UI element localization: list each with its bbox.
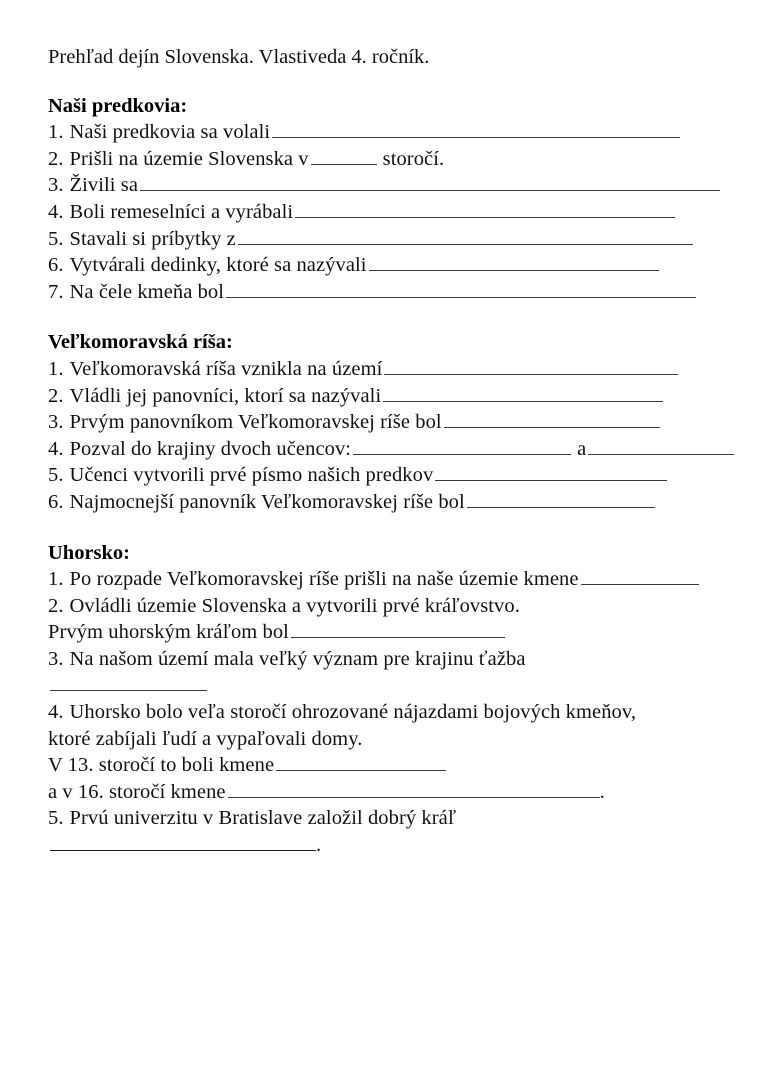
item-text: Uhorsko bolo veľa storočí ohrozované nájazdami bojových kmeňov, — [69, 701, 637, 724]
item-text: Po rozpade Veľkomoravskej ríše prišli na naše územie kmene — [69, 568, 579, 591]
list-item-continuation — [48, 779, 768, 806]
item-text: Na našom území mala veľký význam pre krajinu ťažba — [69, 647, 526, 670]
list-item — [48, 646, 768, 673]
fill-in-blank[interactable] — [238, 227, 693, 245]
item-text: Veľkomoravská ríša vznikla na území — [69, 357, 383, 380]
item-number: 3. — [48, 647, 64, 670]
list-item-continuation — [48, 726, 768, 753]
item-text: a v 16. storočí kmene — [48, 780, 226, 803]
list-item — [48, 462, 768, 489]
fill-in-blank[interactable] — [140, 174, 720, 192]
item-text: Naši predkovia sa volali — [69, 121, 271, 144]
item-text: Vládli jej panovníci, ktorí sa nazývali — [69, 384, 382, 407]
list-item — [48, 252, 768, 279]
list-item — [48, 593, 768, 620]
fill-in-blank[interactable] — [228, 780, 600, 798]
spacer — [48, 516, 768, 540]
list-item — [48, 226, 768, 253]
list-item — [48, 489, 768, 516]
list-item-continuation — [48, 619, 768, 646]
fill-in-blank-secondary[interactable] — [588, 437, 734, 455]
item-number: 4. — [48, 701, 64, 724]
item-text: Prvým uhorským kráľom bol — [48, 621, 289, 644]
fill-in-blank-own-line-row — [48, 672, 768, 699]
item-text: V 13. storočí to boli kmene — [48, 754, 275, 777]
item-number: 5. — [48, 464, 64, 487]
fill-in-blank[interactable] — [384, 357, 678, 375]
item-text-after: storočí. — [382, 147, 445, 170]
section-heading-uhorsko: Uhorsko: — [48, 541, 131, 564]
item-text: Pozval do krajiny dvoch učencov: — [69, 437, 352, 460]
fill-in-blank[interactable] — [444, 410, 660, 428]
fill-in-blank[interactable] — [467, 490, 655, 508]
fill-in-blank[interactable] — [435, 464, 667, 482]
fill-in-blank[interactable] — [581, 567, 699, 585]
spacer — [48, 305, 768, 329]
item-number: 3. — [48, 411, 64, 434]
item-text: Na čele kmeňa bol — [69, 280, 225, 303]
item-number: 1. — [48, 568, 64, 591]
item-number: 4. — [48, 437, 64, 460]
item-number: 1. — [48, 121, 64, 144]
fill-in-blank[interactable] — [311, 147, 377, 165]
fill-in-blank[interactable] — [291, 620, 505, 638]
item-text: Živili sa — [69, 174, 139, 197]
item-number: 4. — [48, 200, 64, 223]
fill-in-blank[interactable] — [353, 437, 571, 455]
list-item — [48, 356, 768, 383]
item-number: 3. — [48, 174, 64, 197]
item-number: 2. — [48, 594, 64, 617]
item-text: Prvú univerzitu v Bratislave založil dobrý kráľ — [69, 807, 457, 830]
fill-in-blank[interactable] — [276, 753, 446, 771]
fill-in-blank[interactable] — [369, 253, 659, 271]
item-number: 1. — [48, 357, 64, 380]
fill-in-blank[interactable] — [50, 833, 316, 851]
list-item — [48, 279, 768, 306]
list-item — [48, 409, 768, 436]
item-text: Ovládli územie Slovenska a vytvorili prvé kráľovstvo. — [69, 594, 520, 617]
fill-in-blank[interactable] — [226, 280, 696, 298]
item-text: Vytvárali dedinky, ktoré sa nazývali — [69, 254, 367, 277]
item-number: 6. — [48, 490, 64, 513]
item-text: ktoré zabíjali ľudí a vypaľovali domy. — [48, 727, 363, 750]
section-heading-velkomoravska-risa: Veľkomoravská ríša: — [48, 331, 233, 354]
period-mark: . — [599, 780, 605, 803]
section-heading-nasi-predkovia: Naši predkovia: — [48, 94, 188, 117]
list-item-continuation — [48, 752, 768, 779]
fill-in-blank[interactable] — [383, 384, 663, 402]
item-number: 2. — [48, 147, 64, 170]
conjunction-label: a — [577, 437, 587, 460]
list-item — [48, 383, 768, 410]
fill-in-blank[interactable] — [272, 120, 680, 138]
list-item — [48, 805, 768, 832]
period-mark: . — [316, 834, 322, 857]
fill-in-blank[interactable] — [50, 674, 207, 692]
list-item — [48, 172, 768, 199]
item-text: Najmocnejší panovník Veľkomoravskej ríše bol — [69, 490, 465, 513]
item-text: Učenci vytvorili prvé písmo našich predkov — [69, 464, 434, 487]
item-text: Prvým panovníkom Veľkomoravskej ríše bol — [69, 411, 442, 434]
fill-in-blank[interactable] — [295, 200, 675, 218]
fill-in-blank-own-line-row — [48, 832, 768, 859]
item-number: 5. — [48, 227, 64, 250]
list-item — [48, 199, 768, 226]
list-item — [48, 146, 768, 173]
item-number: 2. — [48, 384, 64, 407]
list-item — [48, 699, 768, 726]
list-item — [48, 566, 768, 593]
item-number: 7. — [48, 280, 64, 303]
list-item — [48, 436, 768, 463]
item-number: 5. — [48, 807, 64, 830]
item-text: Boli remeselníci a vyrábali — [69, 200, 294, 223]
list-item — [48, 119, 768, 146]
item-text: Stavali si príbytky z — [69, 227, 236, 250]
item-number: 6. — [48, 254, 64, 277]
document-title: Prehľad dejín Slovenska. Vlastiveda 4. ročník. — [48, 46, 430, 68]
document-body — [48, 44, 768, 859]
spacer — [48, 71, 768, 93]
item-text: Prišli na územie Slovenska v — [69, 147, 309, 170]
